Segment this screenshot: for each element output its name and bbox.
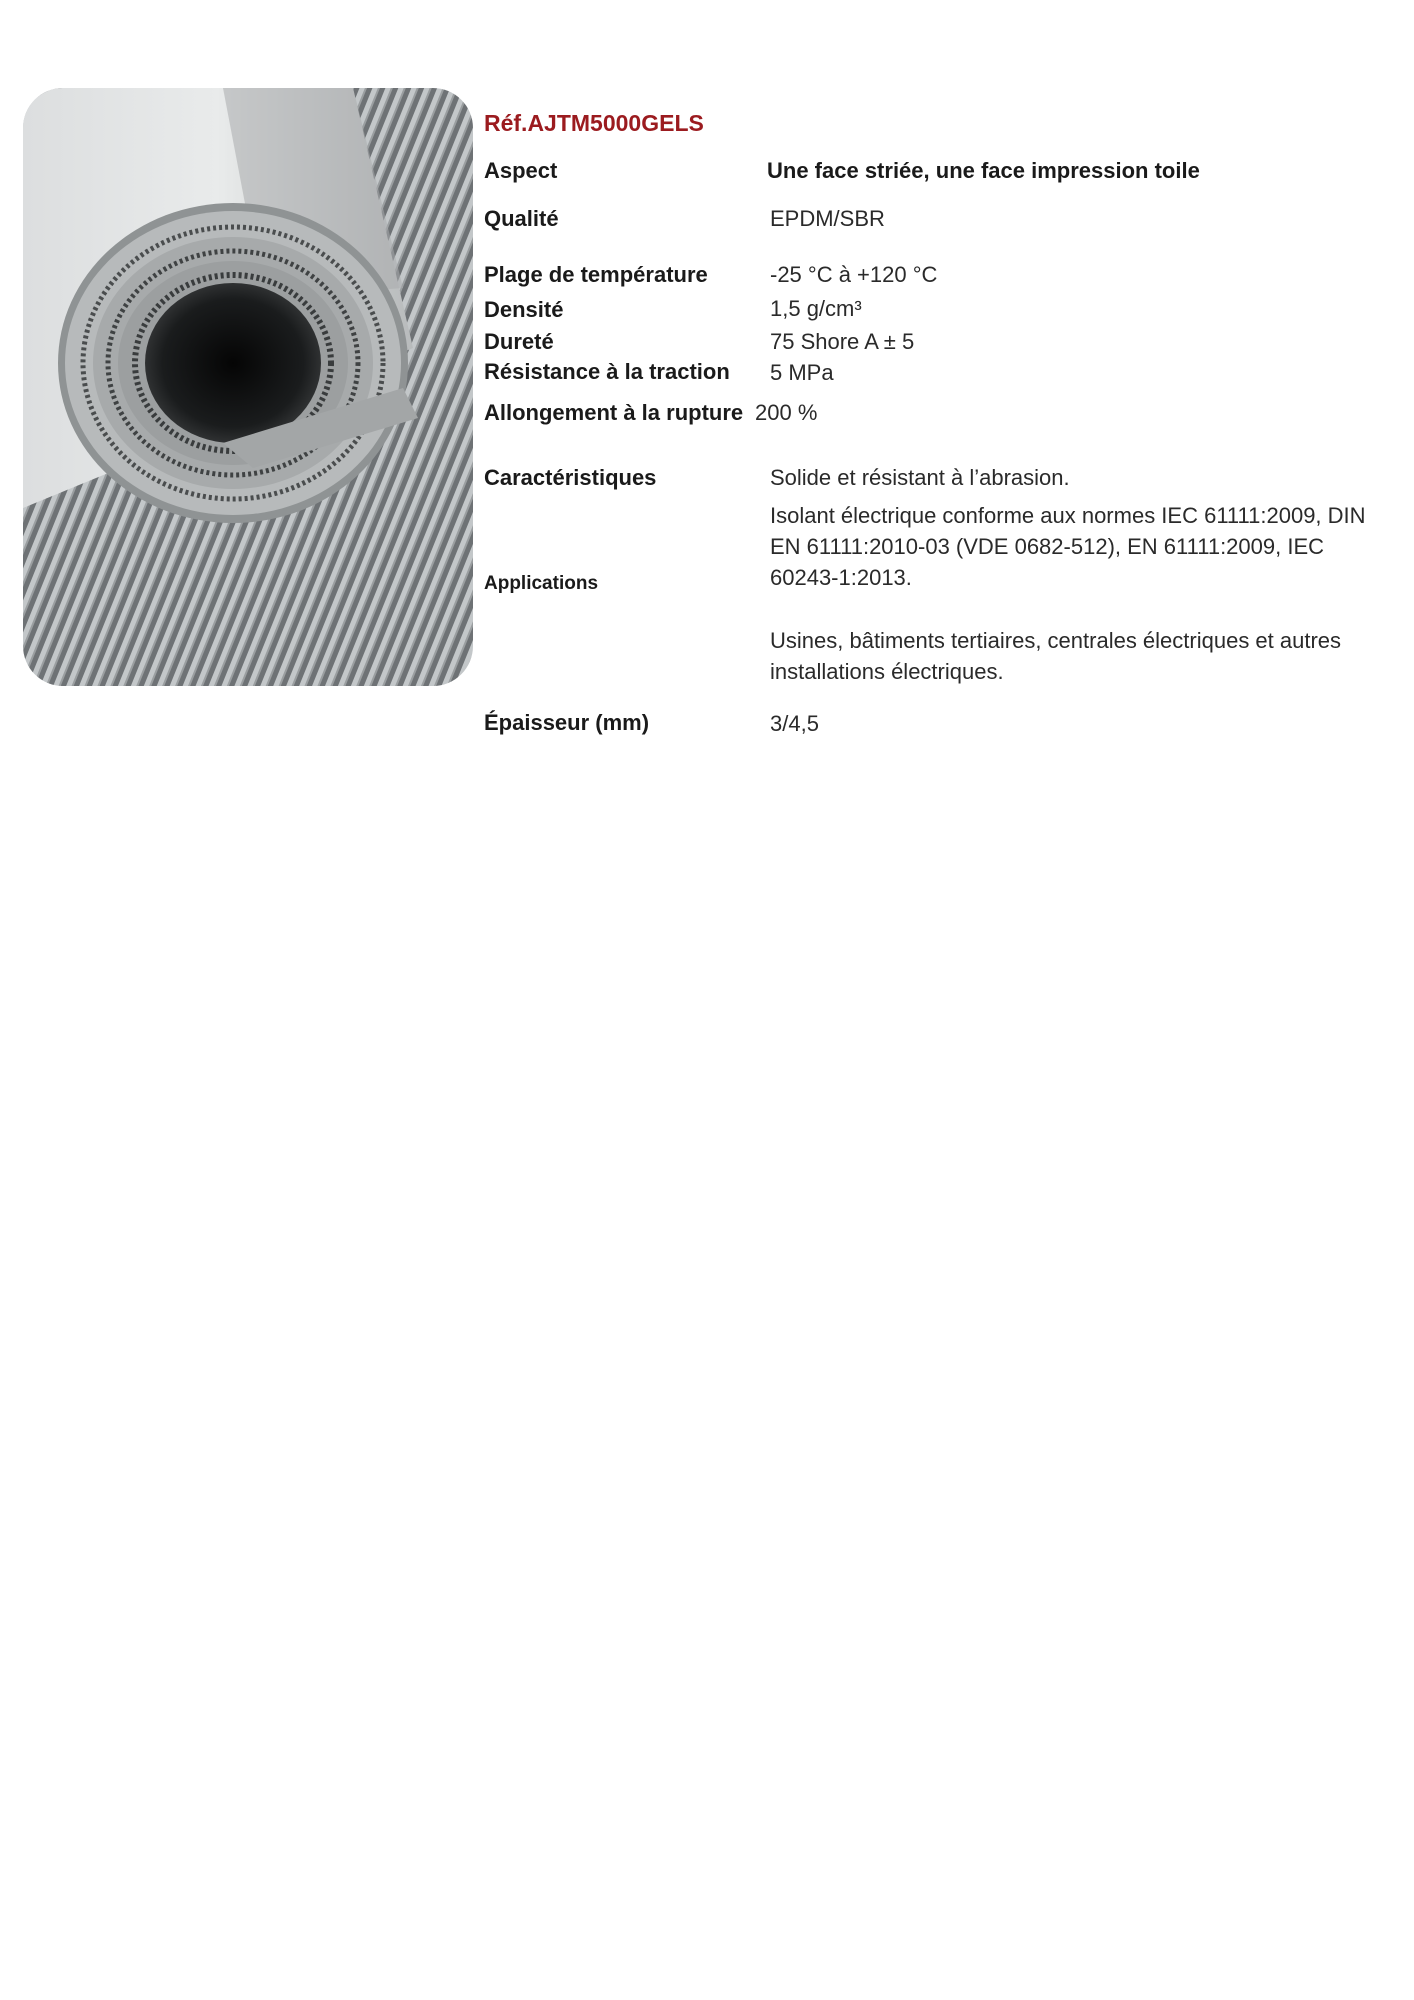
- spec-label-densite: Densité: [484, 297, 564, 322]
- spec-label-applications: Applications: [484, 573, 599, 594]
- spec-label-allongement: Allongement à la rupture: [484, 400, 744, 425]
- spec-label-aspect: Aspect: [484, 158, 558, 183]
- spec-label-epaisseur: Épaisseur (mm): [484, 710, 650, 735]
- spec-label-caracteristiques: Caractéristiques: [484, 465, 657, 490]
- spec-label-durete: Dureté: [484, 329, 554, 354]
- spec-value-densite: 1,5 g/cm³: [770, 296, 862, 321]
- spec-value-qualite: EPDM/SBR: [770, 206, 885, 231]
- spec-value-traction: 5 MPa: [770, 360, 834, 385]
- spec-value-durete: 75 Shore A ± 5: [770, 329, 915, 354]
- spec-value-temperature: -25 °C à +120 °C: [770, 262, 938, 287]
- rubber-mat-roll-image: [23, 88, 473, 686]
- product-reference: Réf.AJTM5000GELS: [484, 110, 704, 136]
- spec-value-aspect: Une face striée, une face impression toile: [767, 158, 1200, 183]
- spec-value-caracteristiques-2: Isolant électrique conforme aux normes IEC 61111:2009, DIN EN 61111:2010-03 (VDE 0682-512), EN 61111:2009, IEC 60243-1:2013.: [770, 503, 1366, 590]
- spec-label-traction: Résistance à la traction: [484, 359, 730, 384]
- product-photo: [23, 88, 473, 686]
- spec-value-caracteristiques-1: Solide et résistant à l’abrasion.: [770, 465, 1070, 490]
- spec-label-qualite: Qualité: [484, 206, 559, 231]
- spec-value-epaisseur: 3/4,5: [770, 711, 819, 736]
- spec-value-applications: Usines, bâtiments tertiaires, centrales électriques et autres installations électriques.: [770, 628, 1342, 684]
- spec-label-temperature: Plage de température: [484, 262, 708, 287]
- spec-value-allongement: 200 %: [755, 400, 818, 425]
